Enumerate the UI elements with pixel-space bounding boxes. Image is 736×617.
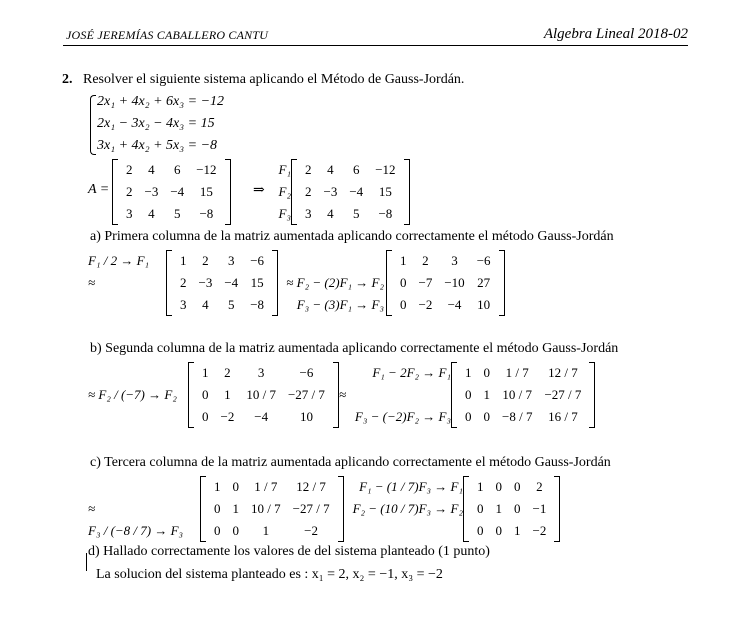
matrix-cell: 0	[232, 523, 239, 538]
matrix-cell: −3	[198, 275, 213, 290]
problem-statement: Resolver el siguiente sistema aplicando el Método de Gauss-Jordán.	[83, 72, 465, 87]
matrix-row	[471, 476, 552, 498]
matrix-cell: −3	[323, 184, 338, 199]
step-b-mid-op: F₁ − 2F₂ → F₁	[372, 365, 451, 380]
matrix-cell: −2	[418, 297, 433, 312]
matrix-cell: 0	[400, 275, 407, 290]
equation-2: 2x₁ − 3x₂ − 4x₃ = 15	[97, 116, 215, 131]
matrix-cell: 0	[202, 387, 209, 402]
matrix-cell: 0	[232, 479, 239, 494]
matrix-row	[120, 181, 223, 203]
matrix-cell: −6	[250, 253, 265, 268]
step-b-mid-op: F₃ − (−2)F₂ → F₃	[354, 409, 451, 424]
matrix-cell: 10 / 7	[502, 387, 533, 402]
matrix-cell: 1 / 7	[254, 479, 278, 494]
matrix-row	[394, 294, 497, 316]
matrix-cell: 3	[451, 253, 458, 268]
matrix-cell: 2	[305, 184, 312, 199]
matrix-cell: −2	[220, 409, 235, 424]
matrix-cell: 4	[327, 162, 334, 177]
matrix-row	[196, 362, 331, 384]
matrix-cell: −4	[447, 297, 462, 312]
matrix-cell: 0	[202, 409, 209, 424]
matrix-cell: 5	[174, 206, 181, 221]
header-divider	[63, 45, 688, 46]
matrix-cell: 10	[299, 409, 313, 424]
matrix-cell: −2	[304, 523, 319, 538]
step-c-mid-ops	[341, 476, 463, 542]
equation-3: 3x₁ + 4x₂ + 5x₃ = −8	[97, 138, 218, 153]
approx-symbol: ≈	[88, 501, 96, 516]
step-a-mid-ops	[272, 250, 384, 316]
matrix-row	[471, 520, 552, 542]
step-c-mid-op	[341, 520, 463, 542]
matrix-cell: 1	[224, 387, 231, 402]
matrix-cell: −4	[224, 275, 239, 290]
matrix-cell: 1	[477, 479, 484, 494]
matrix-a-row-labels	[265, 159, 291, 225]
step-b-matrix-1	[188, 362, 339, 428]
matrix-cell: 2	[305, 162, 312, 177]
matrix-row	[459, 384, 587, 406]
matrix-row	[299, 181, 402, 203]
matrix-row	[394, 250, 497, 272]
text-cursor	[86, 553, 87, 571]
matrix-cell: 0	[214, 501, 221, 516]
matrix-cell: 0	[495, 523, 502, 538]
step-c-mid-op: F₁ − (1 / 7)F₃ → F₁	[359, 479, 463, 494]
matrix-row	[394, 272, 497, 294]
author-name: JOSÉ JEREMÍAS CABALLERO CANTU	[66, 28, 269, 42]
step-b-mid-ops	[347, 362, 451, 428]
matrix-cell: −8	[378, 206, 393, 221]
matrix-cell: 2	[126, 184, 133, 199]
step-a-mid-op: F₃ − (3)F₁ → F₃	[296, 297, 384, 312]
matrix-cell: 1	[483, 387, 490, 402]
step-b-matrix-2	[451, 362, 595, 428]
step-a-op: F₁ / 2 → F₁	[88, 253, 150, 268]
matrix-cell: 5	[228, 297, 235, 312]
matrix-row	[471, 498, 552, 520]
system-brace	[90, 95, 96, 155]
matrix-cell: 1	[262, 523, 270, 538]
row-label: F₃	[278, 206, 291, 221]
matrix-cell: 0	[400, 297, 407, 312]
matrix-cell: 0	[514, 479, 521, 494]
matrix-cell: −8	[250, 297, 265, 312]
matrix-cell: 2	[202, 253, 209, 268]
matrix-cell: −2	[532, 523, 547, 538]
matrix-cell: −4	[170, 184, 185, 199]
matrix-cell: −3	[144, 184, 159, 199]
matrix-cell: 3	[305, 206, 312, 221]
matrix-cell: 5	[353, 206, 360, 221]
course-title: Algebra Lineal 2018-02	[543, 26, 688, 42]
matrix-cell: 2	[180, 275, 187, 290]
matrix-row	[174, 294, 270, 316]
matrix-cell: 27	[477, 275, 491, 290]
matrix-cell: 16 / 7	[548, 409, 578, 424]
step-c-matrix-1	[200, 476, 344, 542]
matrix-cell: −27 / 7	[544, 387, 582, 402]
matrix-cell: 2	[126, 162, 133, 177]
matrix-row	[208, 520, 336, 542]
matrix-cell: −10	[444, 275, 465, 290]
matrix-cell: 4	[202, 297, 209, 312]
solution-text: La solucion del sistema planteado es : x₁ = 2, x₂ = −1, x₃ = −2	[96, 567, 443, 582]
matrix-cell: −6	[299, 365, 314, 380]
step-a-mid-op: ≈ F₂ − (2)F₁ → F₂	[286, 275, 384, 290]
step-a-mid-op	[272, 250, 384, 272]
matrix-cell: −12	[196, 162, 217, 177]
matrix-cell: −8	[199, 206, 214, 221]
matrix-cell: 0	[477, 501, 484, 516]
row-label: F₂	[278, 184, 291, 199]
step-c-matrix-2	[463, 476, 560, 542]
step-a-left-ops	[88, 250, 166, 294]
matrix-cell: 15	[199, 184, 213, 199]
matrix-cell: 10 / 7	[246, 387, 276, 402]
matrix-cell: 6	[353, 162, 360, 177]
matrix-cell: 2	[224, 365, 231, 380]
step-b-mid-op	[347, 384, 451, 406]
step-c-op: F₃ / (−8 / 7) → F₃	[88, 523, 184, 538]
matrix-row	[174, 272, 270, 294]
matrix-cell: 15	[378, 184, 392, 199]
matrix-row	[459, 362, 587, 384]
matrix-cell: 10	[477, 297, 491, 312]
matrix-cell: −27 / 7	[292, 501, 330, 516]
matrix-a-augmented	[291, 159, 410, 225]
matrix-row	[120, 203, 223, 225]
matrix-cell: 2	[422, 253, 429, 268]
matrix-cell: 15	[250, 275, 264, 290]
matrix-row	[208, 476, 336, 498]
matrix-cell: 1 / 7	[505, 365, 529, 380]
matrix-cell: 12 / 7	[548, 365, 578, 380]
matrix-cell: 1	[495, 501, 502, 516]
matrix-cell: 4	[148, 206, 155, 221]
matrix-row	[174, 250, 270, 272]
matrix-a-label: A =	[88, 182, 110, 197]
matrix-cell: −27 / 7	[287, 387, 325, 402]
matrix-cell: 0	[514, 501, 521, 516]
matrix-cell: 4	[148, 162, 155, 177]
matrix-cell: 10 / 7	[251, 501, 281, 516]
matrix-cell: 1	[180, 253, 187, 268]
step-a-matrix-1	[166, 250, 278, 316]
row-label: F₁	[278, 162, 291, 177]
step-a-title: a) Primera columna de la matriz aumentada aplicando correctamente el método Gauss-Jordán	[90, 229, 614, 244]
matrix-cell: 2	[536, 479, 543, 494]
matrix-cell: 1	[202, 365, 209, 380]
matrix-cell: −8 / 7	[502, 409, 533, 424]
matrix-cell: 0	[465, 387, 472, 402]
matrix-cell: 0	[214, 523, 221, 538]
matrix-row	[208, 498, 336, 520]
matrix-cell: 0	[465, 409, 472, 424]
matrix-cell: 3	[180, 297, 187, 312]
matrix-cell: 0	[483, 409, 490, 424]
matrix-cell: −7	[418, 275, 433, 290]
equation-1: 2x₁ + 4x₂ + 6x₃ = −12	[97, 94, 225, 109]
matrix-a	[112, 159, 231, 225]
matrix-cell: 1	[214, 479, 221, 494]
matrix-cell: 3	[257, 365, 265, 380]
problem-number: 2.	[62, 72, 73, 87]
matrix-row	[196, 406, 331, 428]
matrix-cell: −4	[349, 184, 364, 199]
matrix-cell: 1	[400, 253, 407, 268]
matrix-cell: −6	[476, 253, 491, 268]
matrix-cell: 12 / 7	[296, 479, 326, 494]
matrix-cell: 1	[514, 523, 521, 538]
approx-symbol: ≈	[88, 275, 96, 290]
step-c-mid-op: F₂ − (10 / 7)F₃ → F₂	[352, 501, 463, 516]
matrix-cell: 0	[483, 365, 490, 380]
matrix-cell: −12	[375, 162, 396, 177]
approx-symbol: ≈	[339, 387, 347, 402]
step-b-left-ops	[88, 362, 188, 406]
matrix-row	[196, 384, 331, 406]
step-d-title: d) Hallado correctamente los valores de del sistema planteado (1 punto)	[88, 544, 490, 559]
step-b-op: ≈ F₂ / (−7) → F₂	[88, 387, 177, 402]
matrix-cell: 3	[228, 253, 235, 268]
implies-symbol: ⇒	[253, 183, 265, 198]
step-a-matrix-2	[386, 250, 505, 316]
step-b-title: b) Segunda columna de la matriz aumentada aplicando correctamente el método Gauss-Jordán	[90, 341, 619, 356]
matrix-cell: 0	[477, 523, 484, 538]
matrix-cell: 0	[495, 479, 502, 494]
matrix-row	[459, 406, 587, 428]
step-c-title: c) Tercera columna de la matriz aumentada aplicando correctamente el método Gauss-Jordán	[90, 455, 611, 470]
matrix-cell: 1	[465, 365, 472, 380]
matrix-row	[120, 159, 223, 181]
matrix-cell: 3	[126, 206, 133, 221]
matrix-cell: 6	[174, 162, 181, 177]
matrix-cell: 4	[327, 206, 334, 221]
matrix-row	[299, 159, 402, 181]
matrix-cell: −4	[254, 409, 269, 424]
step-c-left-ops	[88, 476, 200, 542]
matrix-cell: 1	[232, 501, 239, 516]
matrix-cell: −1	[532, 501, 547, 516]
matrix-row	[299, 203, 402, 225]
